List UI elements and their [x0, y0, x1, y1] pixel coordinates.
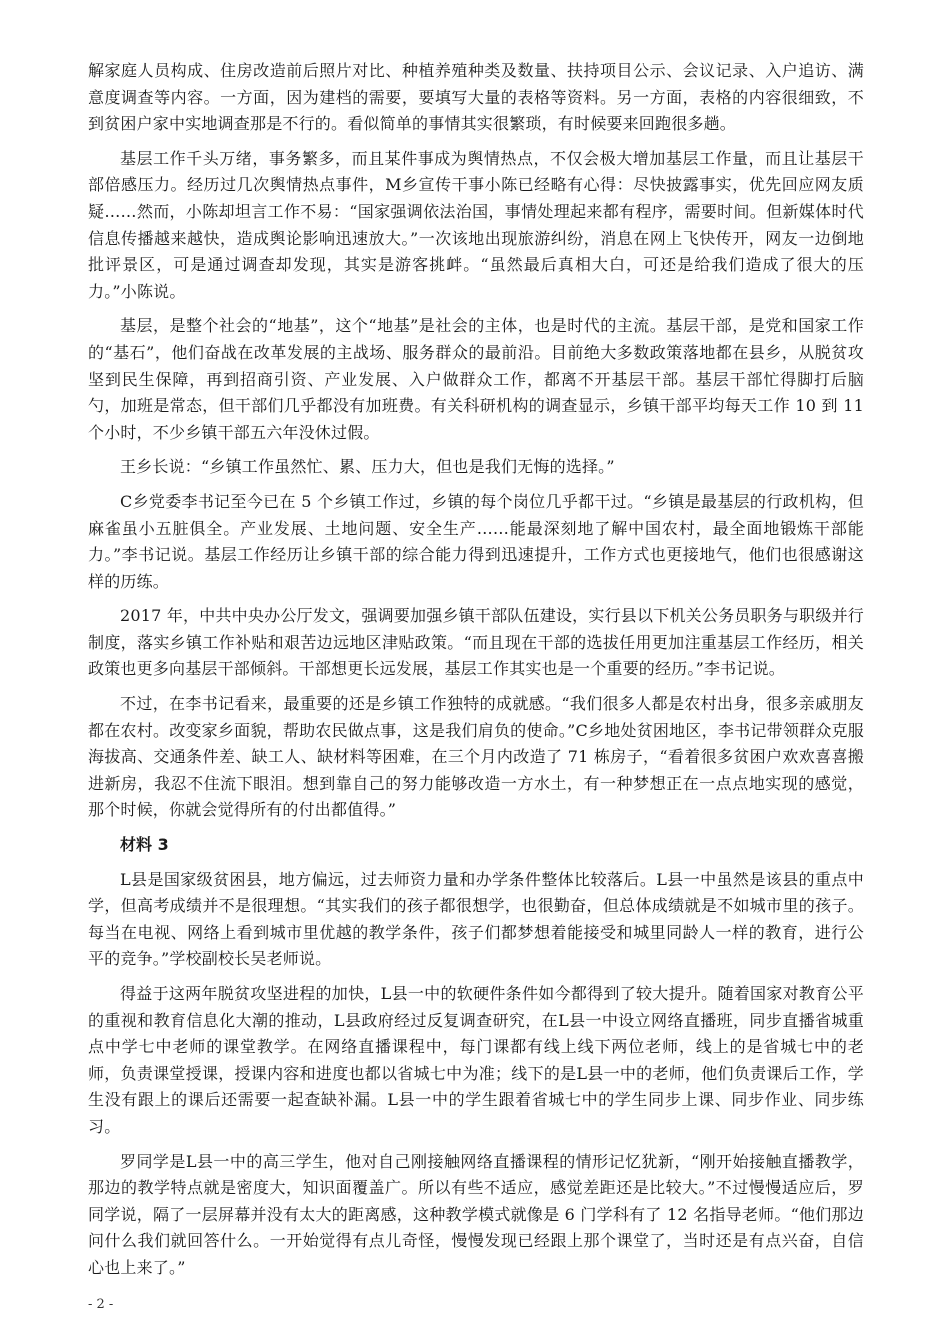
paragraph-2: 基层工作千头万绪，事务繁多，而且某件事成为舆情热点，不仅会极大增加基层工作量，而且让基层干部倍感压力。经历过几次舆情热点事件，M乡宣传干事小陈已经略有心得：尽快披露事实，优先回应网友质疑……然而，小陈却坦言工作不易：“国家强调依法治国，事情处理起来都有程序，需要时间。但新媒体时代信息传播越来越快，造成舆论影响迅速放大。”一次该地出现旅游纠纷，消息在网上飞快传开，网友一边倒地批评景区，可是通过调查却发现，其实是游客挑衅。“虽然最后真相大白，可还是给我们造成了很大的压力。”小陈说。	[88, 148, 864, 301]
paragraph-6: 2017 年，中共中央办公厅发文，强调要加强乡镇干部队伍建设，实行县以下机关公务员职务与职级并行制度，落实乡镇工作补贴和艰苦边远地区津贴政策。“而且现在干部的选拔任用更加注重基层工作经历，相关政策也更多向基层干部倾斜。干部想更长远发展，基层工作其实也是一个重要的经历。”李书记说。	[88, 606, 864, 679]
paragraph-5: C乡党委李书记至今已在 5 个乡镇工作过，乡镇的每个岗位几乎都干过。“乡镇是最基层的行政机构，但麻雀虽小五脏俱全。产业发展、土地问题、安全生产……能最深刻地了解中国农村，最全面地锻炼干部能力。”李书记说。基层工作经历让乡镇干部的综合能力得到迅速提升，工作方式也更接地气，他们也很感谢这样的历练。	[88, 491, 864, 591]
paragraph-7: 不过，在李书记看来，最重要的还是乡镇工作独特的成就感。“我们很多人都是农村出身，很多亲戚朋友都在农村。改变家乡面貌，帮助农民做点事，这是我们肩负的使命。”C乡地处贫困地区，李书记带领群众克服海拔高、交通条件差、缺工人、缺材料等困难，在三个月内改造了 71 栋房子，“看着很多贫困户欢欢喜喜搬进新房，我忍不住流下眼泪。想到靠自己的努力能够改造一方水土，有一种梦想正在一点点地实现的感觉，那个时候，你就会觉得所有的付出都值得。”	[88, 694, 864, 820]
page-number: - 2 -	[88, 1297, 114, 1312]
paragraph-10: 罗同学是L县一中的高三学生，他对自己刚接触网络直播课程的情形记忆犹新，“刚开始接触直播教学，那边的教学特点就是密度大，知识面覆盖广。所以有些不适应，感觉差距还是比较大。”不过慢慢适应后，罗同学说，隔了一层屏幕并没有太大的距离感，这种教学模式就像是 6 门学科有了 12 名指导老师。“他们那边问什么我们就回答什么。一开始觉得有点儿奇怪，慢慢发现已经跟上那个课堂了，当时还是有点兴奋，自信心也上来了。”	[88, 1151, 864, 1277]
paragraph-8: L县是国家级贫困县，地方偏远，过去师资力量和办学条件整体比较落后。L县一中虽然是该县的重点中学，但高考成绩并不是很理想。“其实我们的孩子都很想学，也很勤奋，但总体成绩就是不如城市里的孩子。每当在电视、网络上看到城市里优越的教学条件，孩子们都梦想着能接受和城里同龄人一样的教育，进行公平的竞争。”学校副校长吴老师说。	[88, 869, 864, 969]
paragraph-4: 王乡长说：“乡镇工作虽然忙、累、压力大，但也是我们无悔的选择。”	[120, 457, 615, 477]
section-heading-material-3: 材料 3	[120, 835, 169, 855]
paragraph-3: 基层，是整个社会的“地基”，这个“地基”是社会的主体，也是时代的主流。基层干部，是党和国家工作的“基石”，他们奋战在改革发展的主战场、服务群众的最前沿。目前绝大多数政策落地都在县乡，从脱贫攻坚到民生保障，再到招商引资、产业发展、入户做群众工作，都离不开基层干部。基层干部忙得脚打后脑勺，加班是常态，但干部们几乎都没有加班费。有关科研机构的调查显示，乡镇干部平均每天工作 10 到 11 个小时，不少乡镇干部五六年没休过假。	[88, 316, 864, 442]
document-body	[88, 58, 864, 1290]
paragraph-9: 得益于这两年脱贫攻坚进程的加快，L县一中的软硬件条件如今都得到了较大提升。随着国家对教育公平的重视和教育信息化大潮的推动，L县政府经过反复调查研究，在L县一中设立网络直播班，同步直播省城重点中学七中老师的课堂教学。在网络直播课程中，每门课都有线上线下两位老师，线上的是省城七中的老师，负责课堂授课，授课内容和进度也都以省城七中为准；线下的是L县一中的老师，他们负责课后工作，学生没有跟上的课后还需要一起查缺补漏。L县一中的学生跟着省城七中的学生同步上课、同步作业、同步练习。	[88, 984, 864, 1136]
paragraph-1: 解家庭人员构成、住房改造前后照片对比、种植养殖种类及数量、扶持项目公示、会议记录、入户追访、满意度调查等内容。一方面，因为建档的需要，要填写大量的表格等资料。另一方面，表格的内容很细致，不到贫困户家中实地调查那是不行的。看似简单的事情其实很繁琐，有时候要来回跑很多趟。	[88, 61, 864, 134]
